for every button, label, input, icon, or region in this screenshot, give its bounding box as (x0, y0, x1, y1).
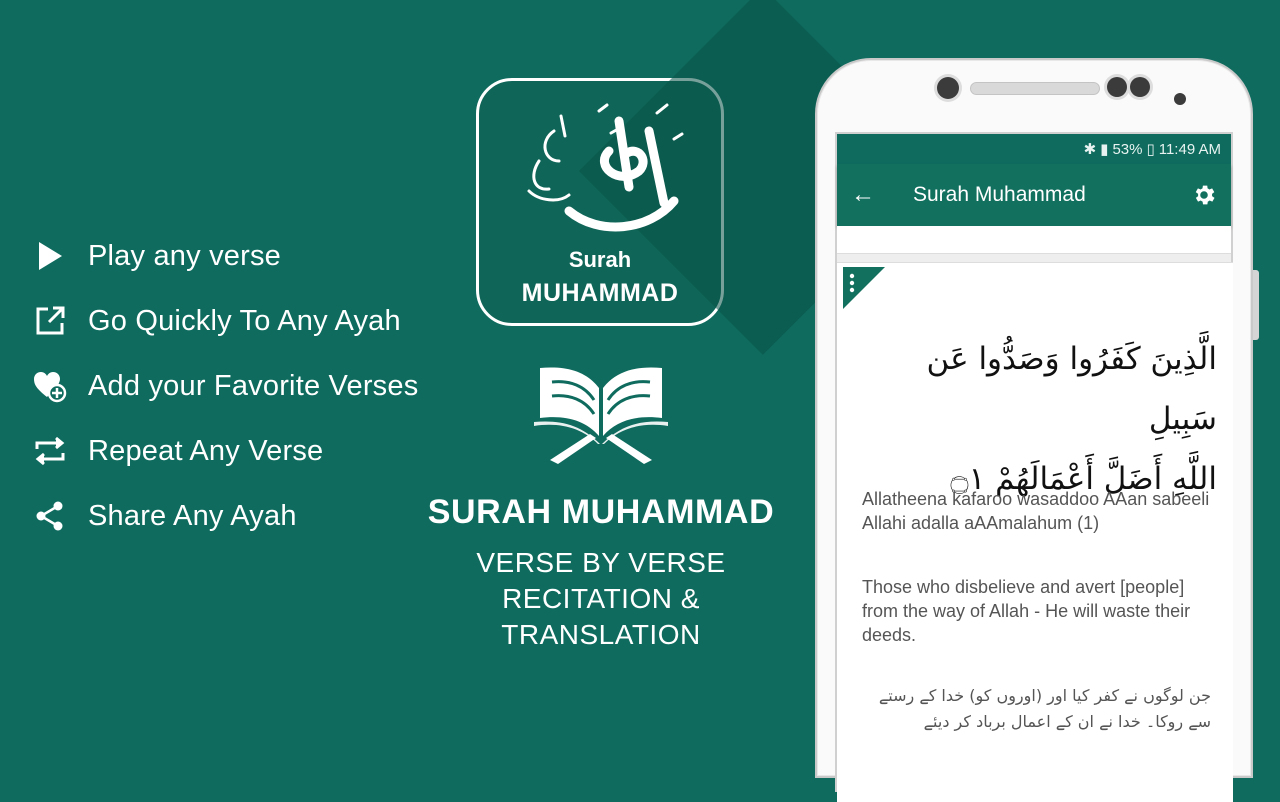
promo-title: SURAH MUHAMMAD (427, 493, 775, 531)
icon-name-label: MUHAMMAD (521, 279, 679, 307)
promo-subtitle (420, 545, 782, 653)
urdu-translation: جن لوگوں نے کفر کیا اور (اوروں کو) خدا کے رستے سے روکا۔ خدا نے ان کے اعمال برباد کر دیئے (878, 686, 1211, 731)
bluetooth-icon: ✱ (1083, 141, 1097, 158)
app-bar (837, 164, 1231, 226)
share-icon (32, 498, 68, 534)
phone-mockup (815, 58, 1253, 778)
arabic-line: اللَّهِ أَضَلَّ أَعْمَالَهُمْ ۝١ (950, 461, 1217, 497)
previous-card-edge (837, 226, 1231, 254)
repeat-icon (32, 433, 68, 469)
arabic-line: الَّذِينَ كَفَرُوا وَصَدُّوا عَن سَبِيلِ (926, 341, 1217, 437)
status-bar (837, 134, 1231, 164)
feature-item (32, 236, 462, 276)
promo-subtitle-line: TRANSLATION (501, 619, 701, 650)
front-camera (937, 77, 959, 99)
icon-surah-label: Surah (568, 247, 632, 272)
settings-gear-icon[interactable] (1191, 182, 1217, 208)
clock: 11:49 AM (1158, 140, 1221, 158)
battery-icon: ▯ (1146, 141, 1155, 158)
phone-screen (835, 132, 1233, 792)
quran-book-icon (530, 360, 672, 464)
feature-label: Repeat Any Verse (88, 434, 324, 467)
power-button (1253, 270, 1259, 340)
promo-subtitle-line: RECITATION & (502, 583, 700, 614)
promo-subtitle-line: VERSE BY VERSE (476, 547, 726, 578)
feature-item (32, 366, 462, 406)
screen-title: Surah Muhammad (913, 183, 1086, 206)
verse-menu-icon[interactable] (843, 267, 885, 309)
signal-icon: ▮ (1100, 141, 1109, 158)
feature-label: Play any verse (88, 239, 281, 272)
feature-label: Share Any Ayah (88, 499, 297, 532)
open-external-icon (32, 303, 68, 339)
arabic-verse (857, 329, 1217, 509)
battery-percent: 53% (1112, 140, 1143, 158)
calligraphy-logo (499, 91, 704, 261)
proximity-sensor (1174, 93, 1186, 105)
app-icon (476, 78, 724, 326)
english-translation: Those who disbelieve and avert [people] from the way of Allah - He will waste their deeds. (862, 577, 1191, 645)
sensor-dot (1107, 77, 1127, 97)
transliteration: Allatheena kafaroo wasaddoo AAan sabeeli Allahi adalla aAAmalahum (1) (862, 489, 1210, 533)
feature-item (32, 431, 462, 471)
feature-label: Go Quickly To Any Ayah (88, 304, 401, 337)
feature-list (32, 236, 462, 561)
heart-plus-icon (32, 368, 68, 404)
feature-item (32, 496, 462, 536)
verse-card[interactable] (837, 262, 1233, 802)
back-arrow-icon[interactable]: ← (851, 181, 875, 208)
feature-item (32, 301, 462, 341)
feature-label: Add your Favorite Verses (88, 369, 419, 402)
sensor-dot (1130, 77, 1150, 97)
earpiece-speaker (970, 82, 1100, 95)
play-icon (32, 238, 68, 274)
